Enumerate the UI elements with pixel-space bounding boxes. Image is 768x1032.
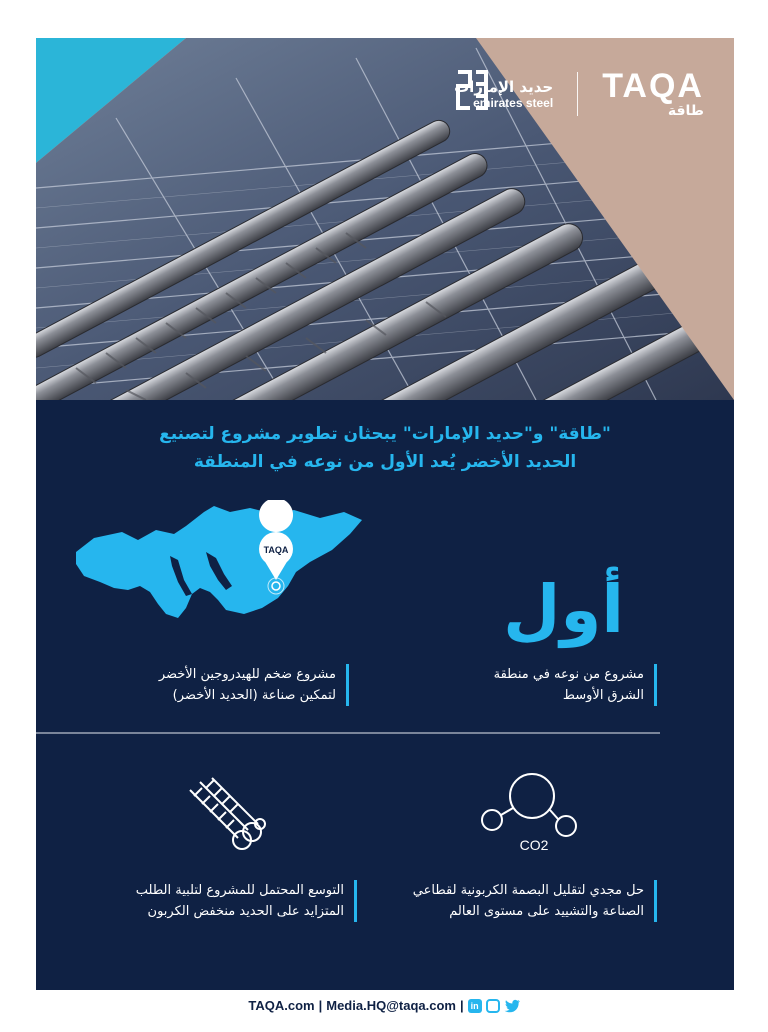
first-heading: أول: [503, 571, 624, 648]
item-expansion-line-1: التوسع المحتمل للمشروع لتلبية الطلب: [135, 883, 344, 898]
headline: [36, 420, 734, 476]
taqa-logo-arabic: طاقة: [667, 103, 704, 119]
partner-logos: [454, 68, 704, 120]
linkedin-icon[interactable]: in: [468, 999, 482, 1013]
item-first-region: [339, 664, 657, 706]
info-panel: [36, 400, 734, 990]
emirates-steel-arabic: حديد الإمارات: [454, 77, 554, 96]
item-first-region-line-1: مشروع من نوعه في منطقة: [493, 667, 644, 682]
item-hydrogen-line-2: لتمكين صناعة (الحديد الأخضر): [172, 688, 336, 703]
emirates-steel-english: emirates steel: [473, 95, 554, 110]
footer-separator: |: [459, 998, 464, 1013]
item-carbon-line-1: حل مجدي لتقليل البصمة الكربونية لقطاعي: [412, 883, 644, 898]
item-hydrogen: [86, 664, 349, 706]
map-landmass: [76, 506, 362, 618]
item-first-region-line-2: الشرق الأوسط: [562, 688, 644, 703]
emirates-steel-logo: [454, 79, 553, 110]
map-pin-label: TAQA: [263, 545, 289, 555]
twitter-icon[interactable]: [504, 999, 520, 1013]
item-expansion-line-2: المتزايد على الحديد منخفض الكربون: [147, 904, 344, 919]
rebar-icon: [182, 776, 266, 856]
middle-east-map: [74, 500, 364, 630]
item-expansion: [76, 880, 357, 922]
logo-divider: [577, 72, 578, 116]
taqa-logo-english: TAQA: [602, 67, 704, 105]
item-hydrogen-line-1: مشروع ضخم للهيدروجين الأخضر: [158, 667, 336, 682]
emirates-steel-icon: [454, 68, 490, 112]
item-carbon: [366, 880, 657, 922]
section-divider: [36, 732, 660, 734]
hero-image: [36, 38, 734, 400]
headline-line-1: "طاقة" و"حديد الإمارات" يبحثان تطوير مشروع لتصنيع: [159, 424, 611, 444]
taqa-logo: [602, 69, 704, 119]
headline-line-2: الحديد الأخضر يُعد الأول من نوعه في المنطقة: [193, 452, 577, 472]
footer-website-link[interactable]: TAQA.com: [248, 998, 315, 1013]
instagram-icon[interactable]: [486, 999, 500, 1013]
footer: [0, 998, 768, 1013]
footer-email-link[interactable]: Media.HQ@taqa.com: [326, 998, 456, 1013]
co2-label: CO2: [519, 837, 549, 853]
item-carbon-line-2: الصناعة والتشييد على مستوى العالم: [449, 904, 644, 919]
co2-molecule-icon: [476, 770, 586, 858]
poster: [36, 38, 734, 990]
footer-separator: |: [318, 998, 323, 1013]
